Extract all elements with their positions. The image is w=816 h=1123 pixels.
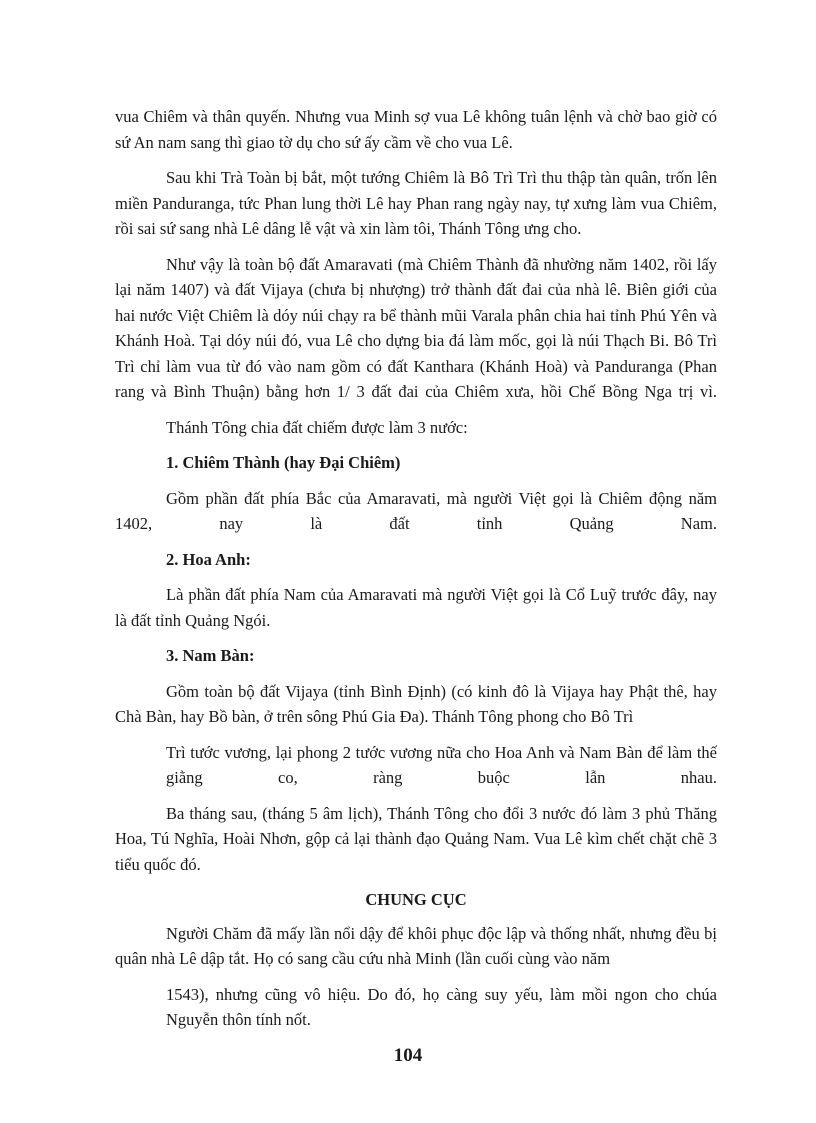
- heading-hoa-anh: 2. Hoa Anh:: [166, 549, 251, 569]
- paragraph-cham-uprisings: Người Chăm đã mấy lần nổi dậy để khôi phục độc lập và thống nhất, nhưng đều bị quân nhà Lê dập tắt. Họ có sang cầu cứu nhà Minh (lần cuối cùng vào năm: [115, 923, 717, 968]
- paragraph-amaravati-vijaya: Như vậy là toàn bộ đất Amaravati (mà Chiêm Thành đã nhường năm 1402, rồi lấy lại năm 1407) và đất Vijaya (chưa bị nhượng) trở thành đất đai của nhà lê. Biên giới của hai nước Việt Chiêm là dóy núi chạy ra bể thành mũi Varala phân chia hai tỉnh Phú Yên và Khánh Hoà. Tại dóy núi đó, vua Lê cho dựng bia đá làm mốc, gọi là núi Thạch Bi. Bô Trì Trì chỉ làm vua từ đó vào nam gồm có đất Kanthara (Khánh Hoà) và Panduranga (Phan rang và Bình Thuận) bằng hơn 1/ 3 đất đai của Chiêm xưa, hồi Chế Bồng Nga trị vì.: [115, 254, 717, 401]
- paragraph-tuoc-vuong: Trì tước vương, lại phong 2 tước vương nữa cho Hoa Anh và Nam Bàn để làm thế giằng co, ràng buộc lẫn nhau.: [166, 742, 717, 787]
- paragraph-hoa-anh: Là phần đất phía Nam của Amaravati mà người Việt gọi là Cổ Luỹ trước đây, nay là đất tỉnh Quảng Ngói.: [115, 585, 717, 630]
- paragraph-division-intro: Thánh Tông chia đất chiếm được làm 3 nước:: [166, 417, 468, 437]
- paragraph-nam-ban: Gồm toàn bộ đất Vijaya (tỉnh Bình Định) (có kinh đô là Vijaya hay Phật thê, hay Chà Bàn, hay Bồ bàn, ở trên sông Phú Gia Đa). Thánh Tông phong cho Bô Trì: [115, 681, 717, 726]
- paragraph-three-provinces: Ba tháng sau, (tháng 5 âm lịch), Thánh Tông cho đổi 3 nước đó làm 3 phủ Thăng Hoa, Tú Nghĩa, Hoài Nhơn, gộp cả lại thành đạo Quảng Nam. Vua Lê kìm chết chặt chẽ 3 tiểu quốc đó.: [115, 803, 717, 874]
- heading-chiem-thanh: 1. Chiêm Thành (hay Đại Chiêm): [166, 453, 401, 472]
- paragraph-bo-tri-tri: Sau khi Trà Toàn bị bắt, một tướng Chiêm là Bô Trì Trì thu thập tàn quân, trốn lên miền Panduranga, tức Phan lung thời Lê hay Phan rang ngày nay, tự xưng làm vua Chiêm, rồi sai sứ sang nhà Lê dâng lễ vật và xin làm tôi, Thánh Tông ưng cho.: [115, 168, 717, 238]
- section-title: CHUNG CỤC: [365, 890, 467, 909]
- page-body: [115, 104, 717, 1043]
- paragraph-continuation: vua Chiêm và thân quyến. Nhưng vua Minh sợ vua Lê không tuân lệnh và chờ bao giờ có sứ An nam sang thì giao tờ dụ cho sứ ấy cầm về cho vua Lê.: [115, 107, 717, 152]
- page-number: 104: [393, 1045, 423, 1066]
- heading-nam-ban: 3. Nam Bàn:: [166, 646, 255, 665]
- paragraph-conclusion: 1543), nhưng cũng vô hiệu. Do đó, họ càng suy yếu, làm mồi ngon cho chúa Nguyễn thôn tính nốt.: [166, 984, 717, 1029]
- paragraph-chiem-thanh: Gồm phần đất phía Bắc của Amaravati, mà người Việt gọi là Chiêm động năm 1402, nay là đất tỉnh Quảng Nam.: [115, 488, 717, 533]
